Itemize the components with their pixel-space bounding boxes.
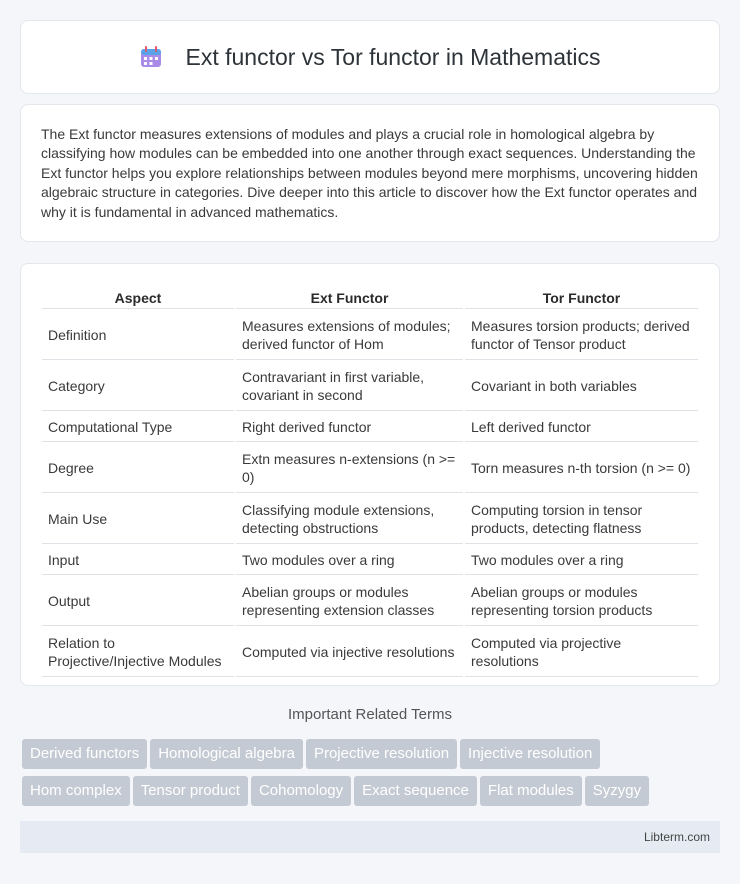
cell-tor: Measures torsion products; derived functor of Tensor product: [465, 311, 698, 360]
related-term-tag[interactable]: Tensor product: [133, 776, 248, 806]
cell-ext: Contravariant in first variable, covariant in second: [236, 362, 463, 411]
table-row: [42, 546, 698, 575]
cell-ext: Extn measures n-extensions (n >= 0): [236, 444, 463, 493]
related-term-tag[interactable]: Exact sequence: [354, 776, 477, 806]
cell-tor: Computed via projective resolutions: [465, 628, 698, 677]
cell-aspect: Computational Type: [42, 413, 234, 442]
cell-aspect: Input: [42, 546, 234, 575]
cell-ext: Two modules over a ring: [236, 546, 463, 575]
footer-site-link[interactable]: Libterm.com: [643, 830, 710, 844]
intro-card: [20, 104, 720, 242]
cell-tor: Left derived functor: [465, 413, 698, 442]
cell-aspect: Relation to Projective/Injective Modules: [42, 628, 234, 677]
related-term-tag[interactable]: Flat modules: [480, 776, 582, 806]
calendar-icon: [139, 45, 163, 69]
cell-aspect: Definition: [42, 311, 234, 360]
table-row: [42, 413, 698, 442]
header-aspect: Aspect: [42, 286, 234, 309]
related-terms-list: [22, 739, 722, 813]
cell-tor: Computing torsion in tensor products, detecting flatness: [465, 495, 698, 544]
table-row: [42, 495, 698, 544]
table-row: [42, 444, 698, 493]
page-title: Ext functor vs Tor functor in Mathematics: [185, 43, 601, 70]
cell-ext: Classifying module extensions, detecting obstructions: [236, 495, 463, 544]
related-term-tag[interactable]: Cohomology: [251, 776, 351, 806]
table-row: [42, 311, 698, 360]
related-term-tag[interactable]: Hom complex: [22, 776, 130, 806]
cell-tor: Abelian groups or modules representing torsion products: [465, 577, 698, 626]
related-terms-title: Important Related Terms: [288, 706, 452, 723]
cell-ext: Right derived functor: [236, 413, 463, 442]
cell-tor: Torn measures n-th torsion (n >= 0): [465, 444, 698, 493]
cell-aspect: Output: [42, 577, 234, 626]
header-tor: Tor Functor: [465, 286, 698, 309]
cell-aspect: Degree: [42, 444, 234, 493]
comparison-table: [40, 284, 700, 679]
table-row: [42, 362, 698, 411]
footer: [20, 821, 720, 853]
cell-ext: Computed via injective resolutions: [236, 628, 463, 677]
cell-ext: Measures extensions of modules; derived functor of Hom: [236, 311, 463, 360]
table-row: [42, 577, 698, 626]
cell-ext: Abelian groups or modules representing extension classes: [236, 577, 463, 626]
table-header-row: [42, 286, 698, 309]
cell-tor: Two modules over a ring: [465, 546, 698, 575]
related-term-tag[interactable]: Injective resolution: [460, 739, 600, 769]
cell-tor: Covariant in both variables: [465, 362, 698, 411]
header-card: [20, 20, 720, 94]
related-term-tag[interactable]: Homological algebra: [150, 739, 303, 769]
related-term-tag[interactable]: Syzygy: [585, 776, 649, 806]
comparison-card: [20, 263, 720, 686]
related-term-tag[interactable]: Projective resolution: [306, 739, 457, 769]
cell-aspect: Main Use: [42, 495, 234, 544]
related-term-tag[interactable]: Derived functors: [22, 739, 147, 769]
table-row: [42, 628, 698, 677]
cell-aspect: Category: [42, 362, 234, 411]
header-ext: Ext Functor: [236, 286, 463, 309]
intro-text: The Ext functor measures extensions of modules and plays a crucial role in homological algebra by classifying how modules can be embedded into one another through exact sequences. Understanding the Ext functor helps you explore relationships between modules beyond mere morphisms, uncovering hidden algebraic structure in categories. Dive deeper into this article to discover how the Ext functor operates and why it is fundamental in advanced mathematics.: [41, 126, 698, 220]
